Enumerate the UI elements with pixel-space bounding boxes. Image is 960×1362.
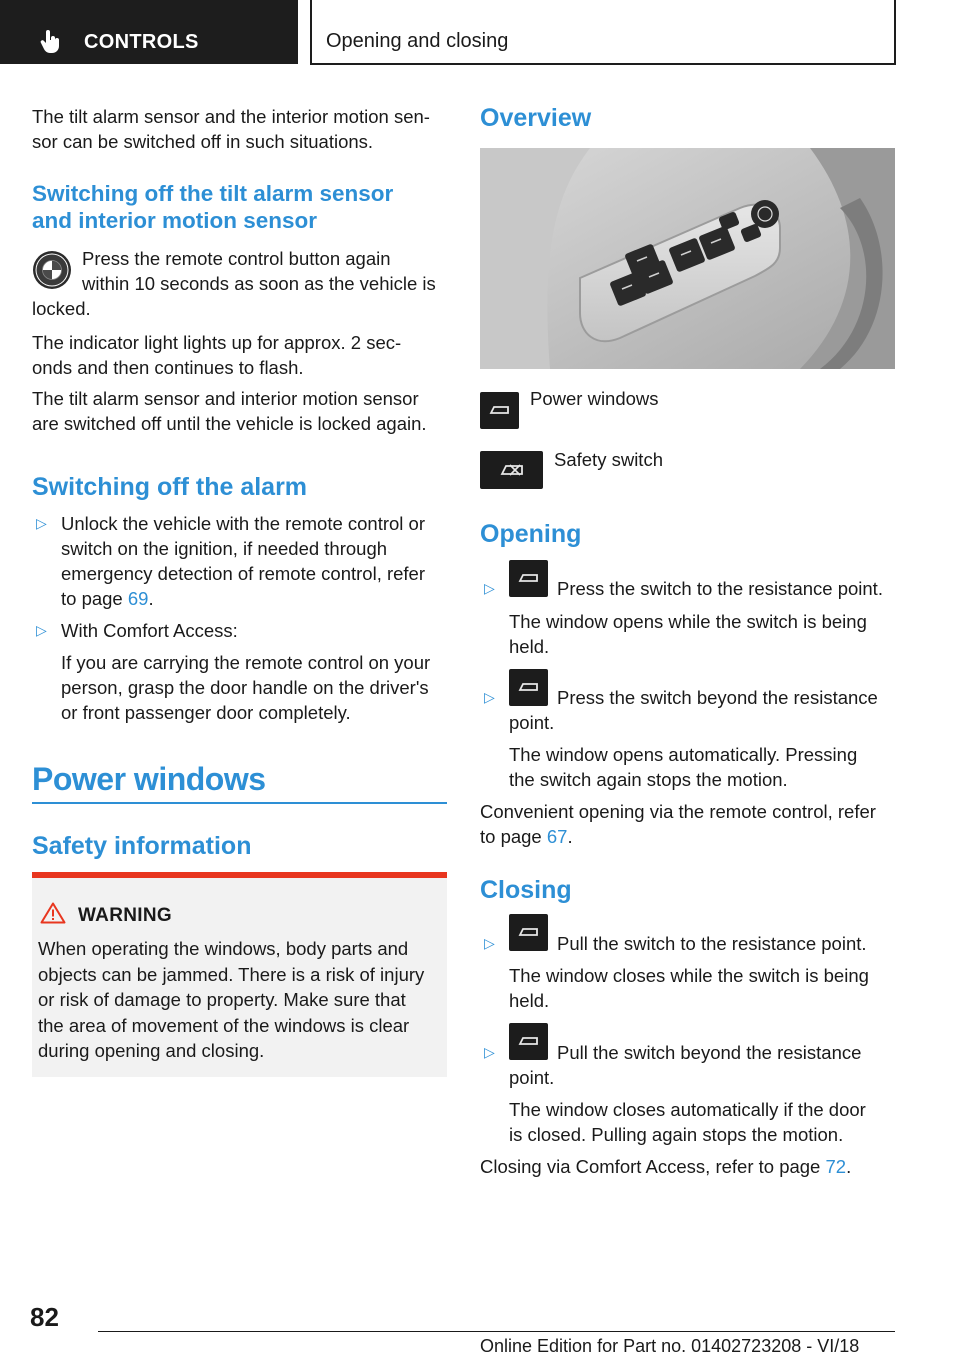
close2-line-4: is closed. Pulling again stops the motion. xyxy=(509,1124,844,1145)
convenient-prefix: to page xyxy=(480,826,547,847)
alarm-item1-prefix: to page xyxy=(61,588,128,609)
heading-rule xyxy=(32,802,447,804)
comfort-prefix: Closing via Comfort Access, refer to page xyxy=(480,1156,826,1177)
footer-edition: Online Edition for Part no. 01402723208 - VI/18 xyxy=(480,1336,860,1356)
footer-rule xyxy=(98,1331,895,1332)
close2-line-1: Pull the switch beyond the resistance xyxy=(557,1042,862,1063)
alarm-item2-line-3: person, grasp the door handle on the driver's xyxy=(61,677,429,698)
power-window-switch-icon xyxy=(509,914,548,951)
chapter-box xyxy=(310,0,896,65)
hand-pointer-icon xyxy=(40,30,62,54)
remote-line-2: within 10 seconds as soon as the vehicle is xyxy=(82,273,436,294)
heading-closing: Closing xyxy=(480,876,572,904)
remote-line-3: locked. xyxy=(32,298,91,319)
heading-power-windows: Power windows xyxy=(32,761,266,797)
convenient-suffix: . xyxy=(567,826,573,847)
section-title: CONTROLS xyxy=(84,31,199,53)
heading-overview: Overview xyxy=(480,104,592,132)
warning-line-1: When operating the windows, body parts and xyxy=(38,938,409,959)
convenient-line-2 xyxy=(480,824,573,850)
warning-box xyxy=(32,872,447,1077)
page-link-69[interactable]: 69 xyxy=(127,588,149,609)
power-window-switch-icon xyxy=(509,669,548,706)
door-switch-photo xyxy=(480,148,895,369)
bullet-triangle-icon: ▷ xyxy=(36,622,47,638)
close1-line-1: Pull the switch to the resistance point. xyxy=(557,933,867,954)
alarm-item1-line-2: switch on the ignition, if needed through xyxy=(61,538,388,559)
heading-safety-information: Safety information xyxy=(32,832,252,860)
open2-line-2: point. xyxy=(509,712,555,733)
warning-text xyxy=(38,936,442,1064)
alarm-item1-line-1: Unlock the vehicle with the remote control or xyxy=(61,513,426,534)
open1-line-1: Press the switch to the resistance point. xyxy=(557,578,883,599)
convenient-line-1: Convenient opening via the remote control, refer xyxy=(480,801,876,822)
close2-line-3: The window closes automatically if the door xyxy=(509,1099,866,1120)
alarm-item2-line-2: If you are carrying the remote control on your xyxy=(61,652,431,673)
close2-line-2: point. xyxy=(509,1067,555,1088)
alarm-item1-suffix: . xyxy=(148,588,154,609)
alarm-item2-line-4: or front passenger door completely. xyxy=(61,702,351,723)
intro-line-1: The tilt alarm sensor and the interior motion sen- xyxy=(32,106,430,127)
page-number: 82 xyxy=(30,1302,59,1332)
indicator-line-2: onds and then continues to flash. xyxy=(32,357,304,378)
bullet-triangle-icon: ▷ xyxy=(484,935,495,951)
heading-opening: Opening xyxy=(480,520,582,548)
comfort-suffix: . xyxy=(846,1156,852,1177)
warning-triangle-icon xyxy=(40,902,66,924)
close1-line-3: held. xyxy=(509,990,550,1011)
power-window-switch-icon xyxy=(509,1023,548,1060)
power-window-switch-icon xyxy=(480,392,519,429)
bullet-triangle-icon: ▷ xyxy=(36,515,47,531)
warning-line-4: the area of movement of the windows is clear xyxy=(38,1014,410,1036)
open2-line-3: The window opens automatically. Pressing xyxy=(509,744,858,765)
legend-safety-switch: Safety switch xyxy=(554,449,663,470)
heading-switch-off-tilt-2: and interior motion sensor xyxy=(32,208,318,233)
heading-switch-off-tilt-1: Switching off the tilt alarm sensor xyxy=(32,181,394,206)
door-panel-illustration xyxy=(480,148,895,369)
warning-line-2: objects can be jammed. There is a risk of injury xyxy=(38,963,425,985)
bullet-triangle-icon: ▷ xyxy=(484,689,495,705)
bullet-triangle-icon: ▷ xyxy=(484,580,495,596)
switched-off-line-1: The tilt alarm sensor and interior motion sensor xyxy=(32,388,419,409)
page-link-67[interactable]: 67 xyxy=(546,826,568,847)
open1-line-3: held. xyxy=(509,636,550,657)
alarm-item1-line-3: emergency detection of remote control, refer xyxy=(61,563,426,584)
warning-line-3: or risk of damage to property. Make sure that xyxy=(38,989,406,1010)
intro-line-2: sor can be switched off in such situations. xyxy=(32,131,374,152)
chapter-title: Opening and closing xyxy=(326,30,509,52)
safety-switch-icon xyxy=(480,451,543,489)
power-window-switch-icon xyxy=(509,560,548,597)
bullet-triangle-icon: ▷ xyxy=(484,1044,495,1060)
remote-line-1: Press the remote control button again xyxy=(82,248,391,269)
switched-off-line-2: are switched off until the vehicle is locked again. xyxy=(32,413,427,434)
open2-line-1: Press the switch beyond the resistance xyxy=(557,687,878,708)
alarm-item2-line-1: With Comfort Access: xyxy=(61,620,238,641)
warning-title: WARNING xyxy=(78,905,172,926)
indicator-line-1: The indicator light lights up for approx. 2 sec- xyxy=(32,332,402,353)
page-link-72[interactable]: 72 xyxy=(825,1156,847,1177)
open1-line-2: The window opens while the switch is being xyxy=(509,611,867,632)
open2-line-4: the switch again stops the motion. xyxy=(509,769,788,790)
heading-switching-off-alarm: Switching off the alarm xyxy=(32,473,308,501)
alarm-item1-line-4 xyxy=(61,586,154,612)
legend-power-windows: Power windows xyxy=(530,388,659,409)
comfort-access-line xyxy=(480,1154,851,1180)
section-tab xyxy=(0,0,298,64)
warning-line-5: during opening and closing. xyxy=(38,1040,265,1061)
close1-line-2: The window closes while the switch is being xyxy=(509,965,869,986)
bmw-logo-icon xyxy=(32,250,72,290)
